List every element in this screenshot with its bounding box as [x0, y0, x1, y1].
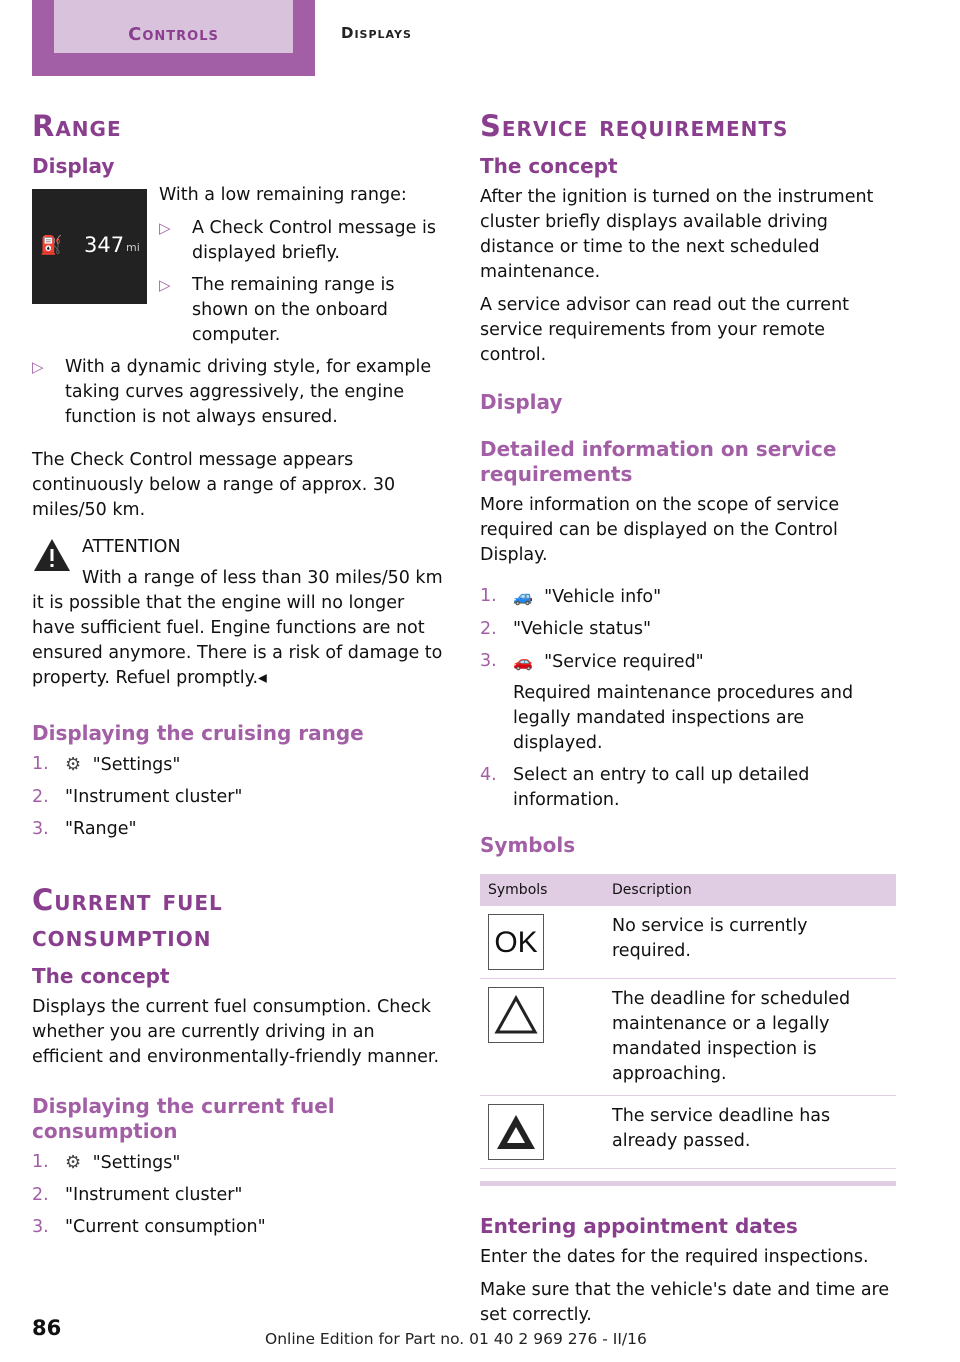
- heading-fuel-consumption: Current fuel consumption: [32, 883, 223, 953]
- tab-controls-label: Controls: [54, 0, 293, 53]
- tab-displays[interactable]: Displays: [341, 24, 412, 42]
- symbol-description: No service is currently required.: [604, 906, 896, 979]
- service-steps: [480, 584, 896, 813]
- low-range-list: [159, 216, 450, 348]
- heading-symbols: Symbols: [480, 833, 576, 857]
- triangle-bullet-icon: ▷: [32, 358, 44, 376]
- settings-gear-icon: ⚙: [65, 1152, 82, 1173]
- col-header-symbols: Symbols: [480, 874, 604, 906]
- list-item: 2. "Instrument cluster": [32, 1185, 243, 1205]
- heading-fuel-concept: The concept: [32, 964, 170, 988]
- header-tabs: [0, 0, 960, 80]
- heading-display-fuel: Displaying the current fuel consumption: [32, 1094, 335, 1143]
- list-item: 3. "Current consumption": [32, 1217, 266, 1237]
- range-display-image: [32, 189, 147, 304]
- table-end-rule: [480, 1181, 896, 1186]
- warning-triangle-icon: [32, 537, 72, 573]
- vehicle-icon: 🚙: [513, 587, 533, 606]
- table-row: [480, 1096, 896, 1169]
- warning-outline-triangle-icon: [488, 987, 544, 1043]
- fuel-concept-text: Displays the current fuel consumption. Check whether you are currently driving in an efficient and environmentally-friendly manner.: [32, 997, 440, 1067]
- service-concept-p1: After the ignition is turned on the instrument cluster briefly displays available driving distance or time to the next scheduled maintenance.: [480, 187, 874, 282]
- range-display-section: [32, 185, 450, 355]
- heading-service-concept: The concept: [480, 154, 618, 178]
- triangle-bullet-icon: ▷: [159, 219, 171, 237]
- cruising-steps: [32, 752, 450, 842]
- page-number: 86: [32, 1316, 62, 1340]
- symbol-description: The service deadline has already passed.: [604, 1096, 896, 1169]
- list-item: 3. 🚗 "Service required" Required maintenance procedures and legally mandated inspections are displayed.: [480, 649, 896, 756]
- service-concept-p2: A service advisor can read out the current service requirements from your remote control.: [480, 295, 850, 365]
- fuel-steps: [32, 1150, 450, 1240]
- col-header-description: Description: [604, 874, 896, 906]
- ok-icon: OK: [488, 914, 544, 970]
- attention-box: [32, 535, 450, 691]
- detailed-info-text: More information on the scope of service required can be displayed on the Control Display.: [480, 495, 840, 565]
- check-control-paragraph: The Check Control message appears continuously below a range of approx. 30 miles/50 km.: [32, 450, 396, 520]
- tab-controls[interactable]: [32, 0, 315, 76]
- list-item: 2. "Vehicle status": [480, 619, 652, 639]
- attention-text: With a range of less than 30 miles/50 km it is possible that the engine will no longer have sufficient fuel. Engine functions are not ensured anymore. There is a risk of damage to property. Refuel promptly.◂: [32, 568, 443, 688]
- low-range-intro: With a low remaining range:: [159, 185, 407, 205]
- settings-gear-icon: ⚙: [65, 754, 82, 775]
- heading-range: Range: [32, 109, 122, 143]
- heading-service-requirements: Service requirements: [480, 109, 789, 143]
- attention-title: ATTENTION: [82, 537, 181, 557]
- list-item: 3. "Range": [32, 819, 137, 839]
- step3-subtext: Required maintenance procedures and legally mandated inspections are displayed.: [513, 683, 854, 753]
- list-item: ▷ The remaining range is shown on the onboard computer.: [159, 275, 395, 345]
- right-column: [480, 108, 896, 1336]
- list-item: 4. Select an entry to call up detailed information.: [480, 765, 810, 810]
- list-item: 1. ⚙ "Settings": [32, 754, 181, 775]
- left-column: [32, 108, 450, 1247]
- table-row: [480, 906, 896, 979]
- fuel-pump-icon: ⛽: [40, 235, 63, 256]
- service-car-icon: 🚗: [513, 652, 533, 671]
- heading-detailed-info: Detailed information on service requirements: [480, 437, 837, 486]
- table-header-row: [480, 874, 896, 906]
- heading-cruising-range: Displaying the cruising range: [32, 721, 364, 745]
- heading-appointment-dates: Entering appointment dates: [480, 1214, 798, 1238]
- list-item: ▷ A Check Control message is displayed briefly.: [159, 218, 436, 263]
- symbol-description: The deadline for scheduled maintenance or a legally mandated inspection is approaching.: [604, 979, 896, 1096]
- edition-line: Online Edition for Part no. 01 40 2 969 276 - II/16: [265, 1330, 647, 1348]
- list-item: 2. "Instrument cluster": [32, 787, 243, 807]
- triangle-bullet-icon: ▷: [159, 276, 171, 294]
- list-item: 1. 🚙 "Vehicle info": [480, 586, 662, 607]
- heading-display: Display: [32, 154, 115, 178]
- heading-service-display: Display: [480, 390, 563, 414]
- table-row: [480, 979, 896, 1096]
- list-item: 1. ⚙ "Settings": [32, 1152, 181, 1173]
- list-item: ▷ With a dynamic driving style, for example taking curves aggressively, the engine function is not always ensured.: [32, 357, 432, 427]
- appointment-p1: Enter the dates for the required inspections.: [480, 1247, 869, 1267]
- symbols-table: [480, 874, 896, 1169]
- warning-filled-triangle-icon: [488, 1104, 544, 1160]
- dynamic-style-list: [32, 355, 450, 430]
- range-unit: mi: [126, 241, 140, 254]
- appointment-p2: Make sure that the vehicle's date and time are set correctly.: [480, 1280, 890, 1325]
- range-value: 347: [84, 233, 125, 257]
